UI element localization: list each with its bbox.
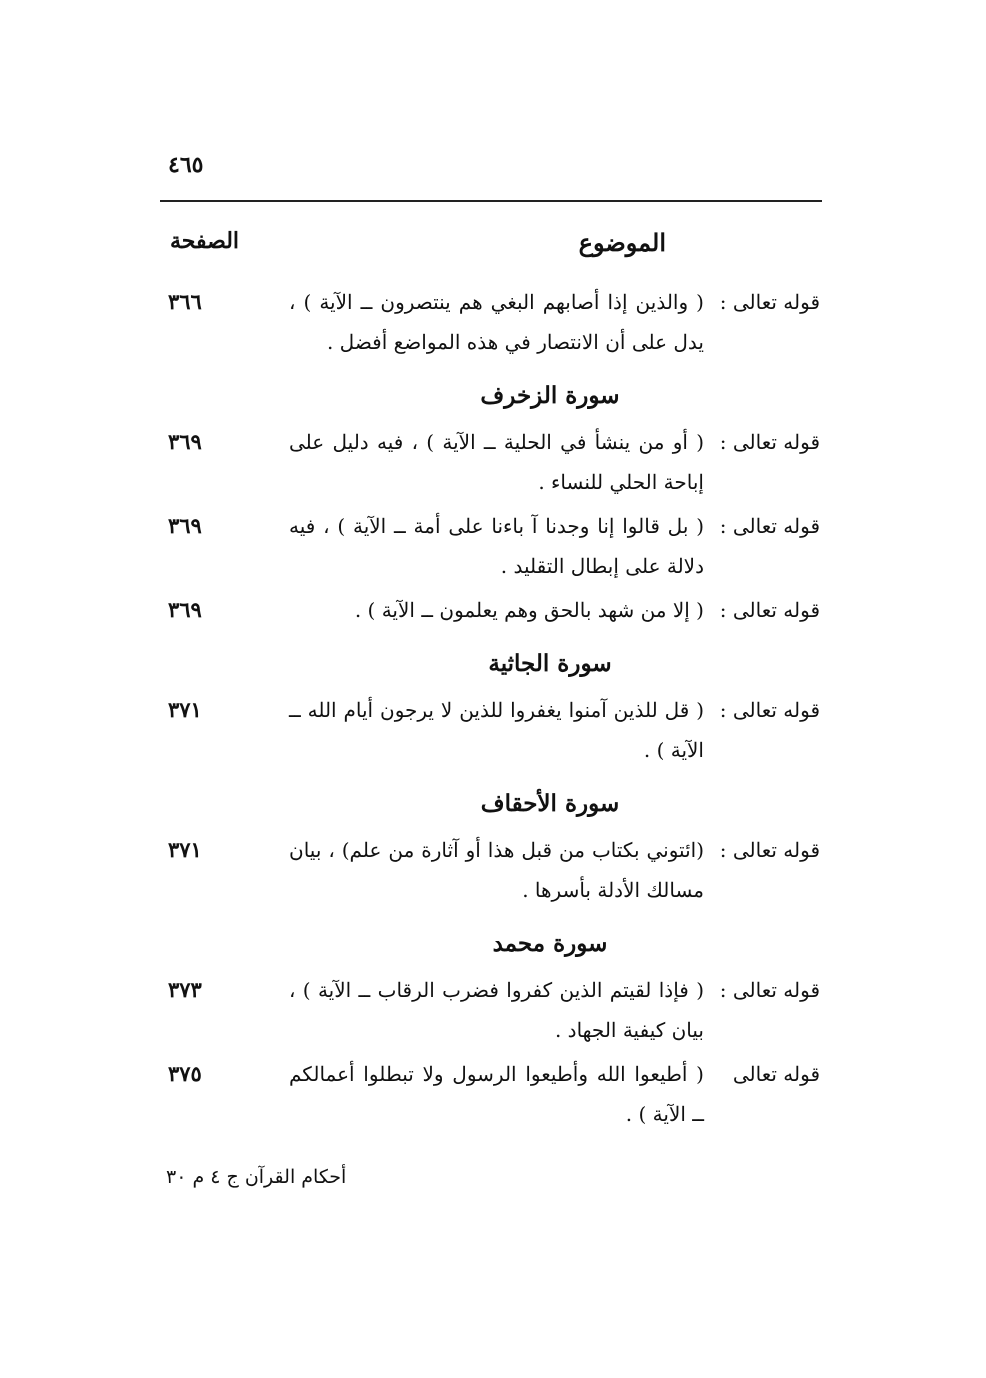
entry-label: قوله تعالى : — [719, 514, 820, 538]
entry-label: قوله تعالى : — [719, 978, 820, 1002]
entry-label: قوله تعالى : — [719, 838, 820, 862]
entry-label: قوله تعالى : — [719, 698, 820, 722]
page-number: ٤٦٥ — [168, 152, 204, 178]
index-entry — [160, 590, 820, 630]
entry-text: ( قل للذين آمنوا يغفروا للذين لا يرجون أيام الله ــ الآية ) . — [289, 698, 704, 762]
entry-text: (ائتوني بكتاب من قبل هذا أو آثارة من علم) ، بيان مسالك الأدلة بأسرها . — [289, 838, 704, 902]
index-entries — [160, 282, 820, 1138]
surah-title: سورة محمد — [492, 930, 608, 957]
index-entry — [160, 830, 820, 910]
entry-label: قوله تعالى : — [719, 430, 820, 454]
entry-label: قوله تعالى : — [719, 598, 820, 622]
index-entry — [160, 422, 820, 502]
entry-page-number: ٣٧١ — [168, 837, 202, 862]
entry-page-number: ٣٦٩ — [168, 429, 202, 454]
surah-title: سورة الأحقاف — [480, 790, 620, 817]
index-entry — [160, 690, 820, 770]
column-header-topic: الموضوع — [578, 228, 666, 257]
entry-page-number: ٣٦٩ — [168, 513, 202, 538]
entry-text: ( فإذا لقيتم الذين كفروا فضرب الرقاب ــ الآية ) ، بيان كيفية الجهاد . — [289, 978, 704, 1042]
entry-label: قوله تعالى — [732, 1062, 820, 1086]
page-footer: أحكام القرآن ج ٤ م ٣٠ — [166, 1166, 347, 1188]
entry-page-number: ٣٧٣ — [168, 977, 202, 1002]
entry-page-number: ٣٧٥ — [168, 1061, 202, 1086]
entry-text: ( إلا من شهد بالحق وهم يعلمون ــ الآية ) . — [354, 598, 704, 622]
index-entry — [160, 506, 820, 586]
surah-title: سورة الجاثية — [488, 650, 612, 677]
entry-text: ( أو من ينشأ في الحلية ــ الآية ) ، فيه دليل على إباحة الحلي للنساء . — [289, 430, 704, 494]
column-header-page: الصفحة — [170, 228, 240, 254]
entry-text: ( والذين إذا أصابهم البغي هم ينتصرون ــ الآية ) ، يدل على أن الانتصار في هذه المواضع أفضل . — [289, 290, 704, 354]
surah-title: سورة الزخرف — [480, 382, 620, 409]
index-entry — [160, 1054, 820, 1134]
entry-text: ( بل قالوا إنا وجدنا آ باءنا على أمة ــ الآية ) ، فيه دلالة على إبطال التقليد . — [289, 514, 704, 578]
header-rule — [160, 200, 822, 202]
index-entry — [160, 282, 820, 362]
entry-page-number: ٣٦٩ — [168, 597, 202, 622]
entry-page-number: ٣٧١ — [168, 697, 202, 722]
entry-page-number: ٣٦٦ — [168, 289, 202, 314]
entry-text: ( أطيعوا الله وأطيعوا الرسول ولا تبطلوا أعمالكم ــ الآية ) . — [289, 1062, 704, 1126]
entry-label: قوله تعالى : — [719, 290, 820, 314]
index-entry — [160, 970, 820, 1050]
